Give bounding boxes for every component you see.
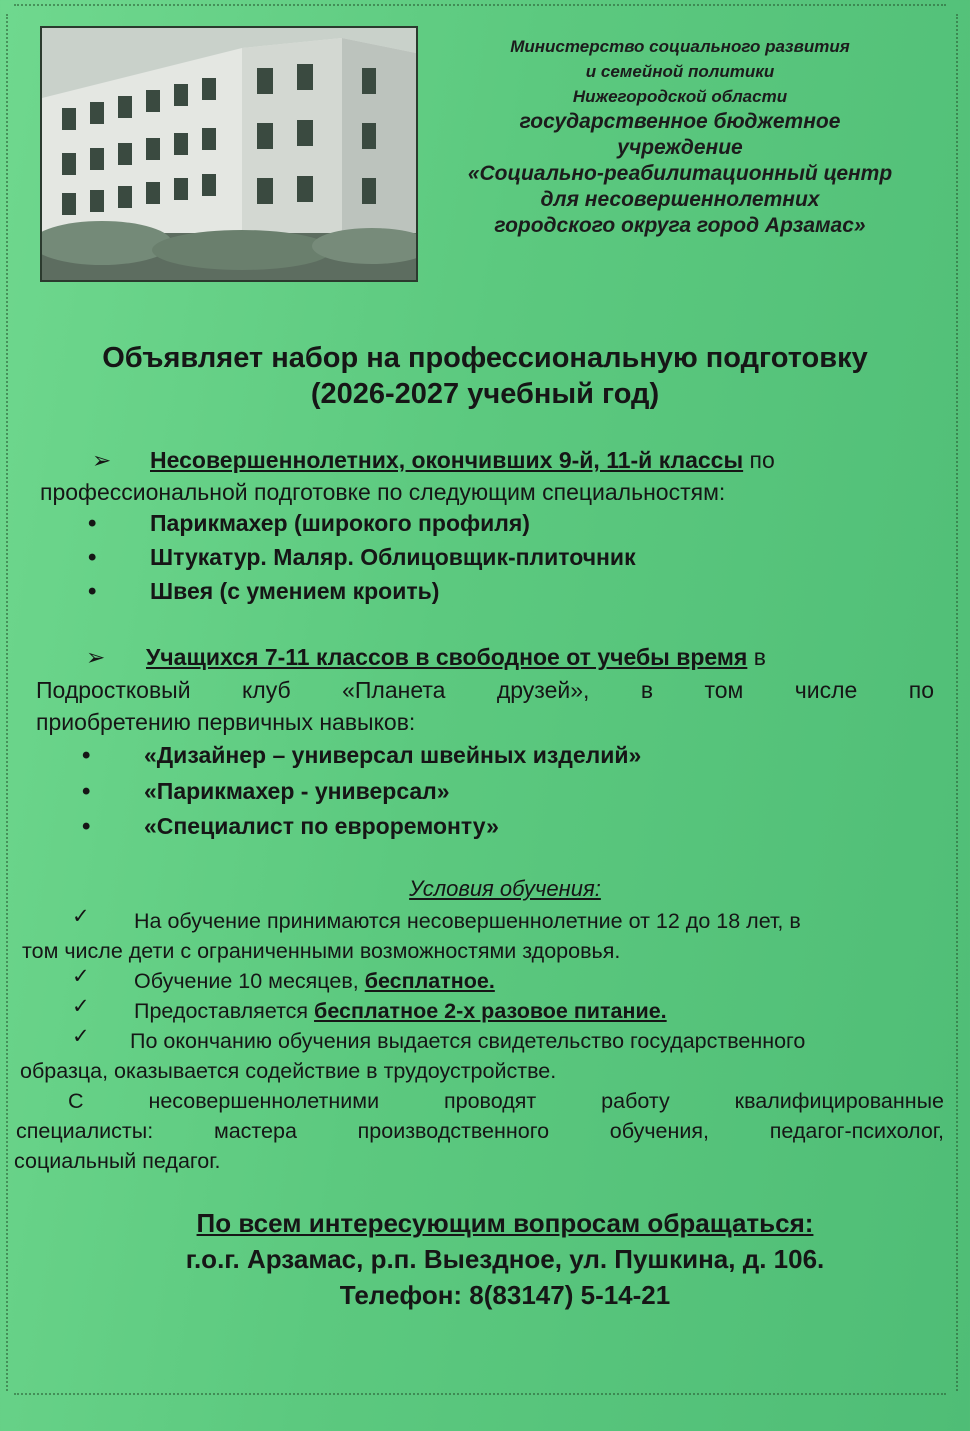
staff-line2: специалисты: мастера производственного обучения, педагог-психолог,	[16, 1119, 944, 1143]
checkmark-icon: ✓	[72, 965, 90, 988]
section2-after-lead: в	[747, 644, 766, 670]
bullet-icon: •	[82, 742, 91, 769]
header-line: государственное бюджетное	[519, 110, 841, 133]
organization-header	[430, 34, 930, 239]
section2-lead: Учащихся 7-11 классов в свободное от учебы время	[146, 644, 748, 670]
condition-2-text: Обучение 10 месяцев,	[134, 969, 365, 993]
section2-line2: Подростковый клуб «Планета друзей», в том числе по	[36, 677, 934, 703]
staff-line1: С несовершеннолетними проводят работу квалифицированные	[68, 1089, 944, 1113]
header-line: для несовершеннолетних	[540, 188, 820, 211]
club-item: «Дизайнер – универсал швейных изделий»	[144, 742, 642, 768]
club-item: «Специалист по евроремонту»	[144, 813, 499, 839]
specialty-item: Швея (с умением кроить)	[150, 578, 440, 604]
specialty-item: Штукатур. Маляр. Облицовщик-плиточник	[150, 544, 636, 570]
club-item: «Парикмахер - универсал»	[144, 778, 450, 804]
header-line: «Социально-реабилитационный центр	[467, 162, 893, 185]
checkmark-icon: ✓	[72, 1025, 90, 1048]
bullet-icon: •	[82, 813, 91, 840]
condition-3-text: Предоставляется	[134, 999, 315, 1023]
dotted-border-bottom	[14, 1389, 946, 1395]
contact-phone: Телефон: 8(83147) 5-14-21	[339, 1280, 671, 1310]
condition-4-line2: образца, оказывается содействие в трудоустройстве.	[20, 1059, 557, 1083]
building-photo	[40, 26, 418, 282]
dotted-border-top	[14, 4, 946, 10]
section2-line3: приобретению первичных навыков:	[36, 709, 416, 735]
contact-heading: По всем интересующим вопросам обращаться:	[196, 1208, 814, 1238]
announcement-title	[20, 340, 950, 412]
arrow-marker-icon: ➢	[92, 447, 112, 473]
condition-1-line2: том числе дети с ограниченными возможностями здоровья.	[22, 939, 621, 963]
conditions-title: Условия обучения:	[409, 876, 601, 901]
bullet-icon: •	[88, 544, 97, 571]
condition-3	[134, 996, 944, 1026]
condition-4-line1: По окончанию обучения выдается свидетельство государственного	[130, 1029, 806, 1053]
condition-2-bold: бесплатное.	[364, 969, 495, 993]
bullet-icon: •	[88, 578, 97, 605]
dotted-border-left	[6, 14, 18, 1391]
checkmark-icon: ✓	[72, 995, 90, 1018]
header-line: и семейной политики	[585, 62, 775, 81]
section1-after-lead: по	[743, 447, 775, 473]
staff-line3: социальный педагог.	[14, 1149, 221, 1173]
section1-lead-line	[150, 445, 940, 475]
header-line: учреждение	[617, 136, 743, 159]
condition-2	[134, 966, 944, 996]
section1-lead: Несовершеннолетних, окончивших 9-й, 11-й классы	[150, 447, 744, 473]
bullet-icon: •	[88, 510, 97, 537]
title-line-2: (2026-2027 учебный год)	[310, 378, 660, 410]
section1-line2: профессиональной подготовке по следующим специальностям:	[40, 479, 726, 505]
dotted-border-right	[946, 14, 958, 1391]
header-line: Нижегородской области	[572, 87, 788, 106]
header-line: городского округа город Арзамас»	[494, 214, 866, 237]
specialty-item: Парикмахер (широкого профиля)	[150, 510, 530, 536]
condition-3-bold: бесплатное 2-х разовое питание.	[314, 999, 667, 1023]
title-line-1: Объявляет набор на профессиональную подготовку	[102, 342, 868, 374]
bullet-icon: •	[82, 778, 91, 805]
checkmark-icon: ✓	[72, 905, 90, 928]
header-line: Министерство социального развития	[510, 37, 850, 56]
contact-address: г.о.г. Арзамас, р.п. Выездное, ул. Пушкина, д. 106.	[185, 1244, 825, 1274]
section2-lead-line	[146, 642, 936, 672]
condition-1-line1: На обучение принимаются несовершеннолетние от 12 до 18 лет, в	[134, 909, 801, 933]
arrow-marker-icon: ➢	[86, 644, 106, 670]
